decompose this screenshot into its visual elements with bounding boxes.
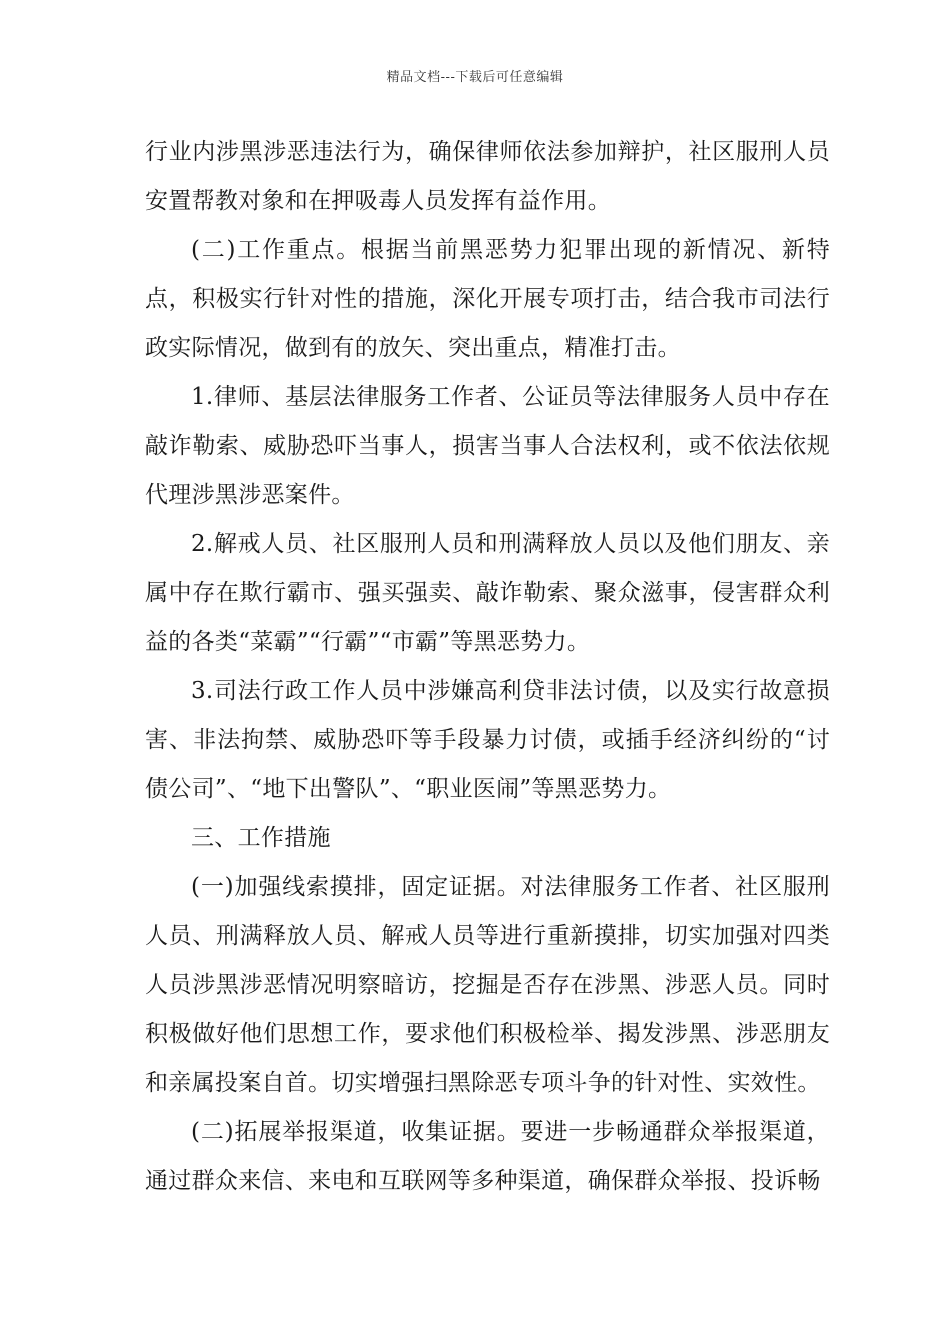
section-heading: 三、工作措施	[191, 825, 331, 851]
paragraph-3: 1.律师、基层法律服务工作者、公证员等法律服务人员中存在敲诈勒索、威胁恐吓当事人，损害当事人合法权利，或不依法依规代理涉黑涉恶案件。	[145, 384, 830, 508]
paragraph-4: 2.解戒人员、社区服刑人员和刑满释放人员以及他们朋友、亲属中存在欺行霸市、强买强卖、敲诈勒索、聚众滋事，侵害群众利益的各类“菜霸”“行霸”“市霸”等黑恶势力。	[145, 531, 830, 655]
document-body	[145, 128, 830, 1206]
paragraph-1: 行业内涉黑涉恶违法行为，确保律师依法参加辩护，社区服刑人员安置帮教对象和在押吸毒人员发挥有益作用。	[145, 139, 830, 214]
paragraph-7: (二)拓展举报渠道，收集证据。要进一步畅通群众举报渠道，通过群众来信、来电和互联网等多种渠道，确保群众举报、投诉畅	[145, 1119, 830, 1194]
paragraph-6: (一)加强线索摸排，固定证据。对法律服务工作者、社区服刑人员、刑满释放人员、解戒人员等进行重新摸排，切实加强对四类人员涉黑涉恶情况明察暗访，挖掘是否存在涉黑、涉恶人员。同时积极做好他们思想工作，要求他们积极检举、揭发涉黑、涉恶朋友和亲属投案自首。切实增强扫黑除恶专项斗争的针对性、实效性。	[145, 874, 830, 1096]
page-header: 精品文档---下载后可任意编辑	[386, 70, 564, 85]
paragraph-5: 3.司法行政工作人员中涉嫌高利贷非法讨债，以及实行故意损害、非法拘禁、威胁恐吓等手段暴力讨债，或插手经济纠纷的“讨债公司”、“地下出警队”、“职业医闹”等黑恶势力。	[145, 678, 830, 802]
paragraph-2: (二)工作重点。根据当前黑恶势力犯罪出现的新情况、新特点，积极实行针对性的措施，深化开展专项打击，结合我市司法行政实际情况，做到有的放矢、突出重点，精准打击。	[145, 237, 830, 361]
